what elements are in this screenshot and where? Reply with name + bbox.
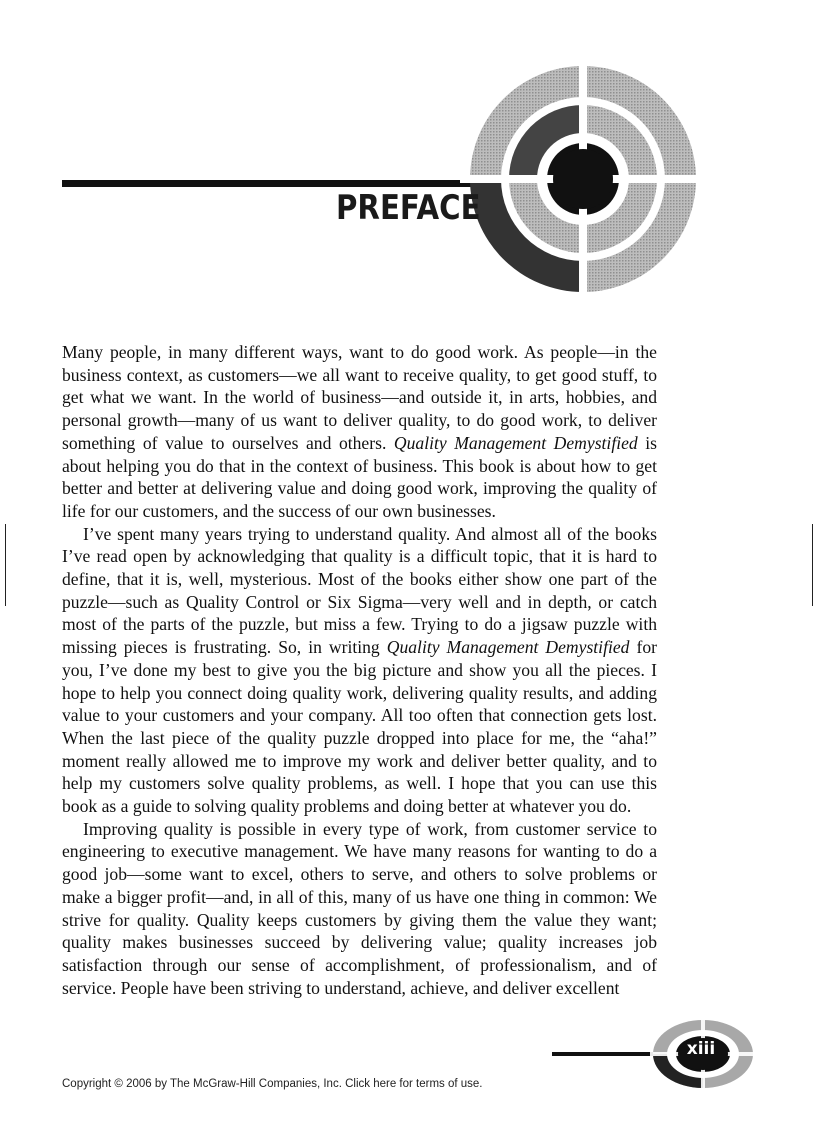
margin-mark-right <box>812 524 813 606</box>
paragraph: Many people, in many different ways, want to do good work. As people—in the business context, as customers—we all want to receive quality, to get good stuff, to get what we want. In the world of business—and outside it, in arts, hobbies, and personal growth—many of us want to deliver quality, to do good work, to deliver something of value to ourselves and others. Quality Management Demystified is about helping you do that in the context of business. This book is about how to get better and better at delivering value and doing good work, improving the quality of life for our customers, and the success of our own businesses. <box>62 342 657 521</box>
target-emblem-icon <box>460 56 706 302</box>
paragraph: I’ve spent many years trying to understand quality. And almost all of the books I’ve read open by acknowledging that quality is a difficult topic, that it is hard to define, that it is, well, mysterious. Most of the books either show one part of the puzzle—such as Quality Control or Six Sigma—very well and in depth, or catch most of the parts of the puzzle, but miss a few. Trying to do a jigsaw puzzle with missing pieces is frustrating. So, in writing Quality Management Demystified for you, I’ve done my best to give you the big picture and show you all the pieces. I hope to help you connect doing quality work, delivering quality results, and adding value to your customers and your company. All too often that connection gets lost. When the last piece of the quality puzzle dropped into place for me, the “aha!” moment really allowed me to improve my work and deliver better quality, and to help my customers solve quality problems, as well. I hope that you can use this book as a guide to solving quality problems and doing better at whatever you do. <box>62 523 657 817</box>
body-text <box>62 341 657 999</box>
page-number: xiii <box>686 1039 716 1059</box>
paragraph: Improving quality is possible in every type of work, from customer service to engineering to executive management. We have many reasons for wanting to do a good job—some want to excel, others to serve, and others to solve problems or make a bigger profit—and, in all of this, many of us have one thing in common: We strive for quality. Quality keeps customers by giving them the value they want; quality makes businesses succeed by delivering value; quality increases job satisfaction through our sense of accomplishment, of professionalism, and of service. People have been striving to understand, achieve, and deliver excellent <box>62 818 657 998</box>
page-title: PREFACE <box>336 188 481 228</box>
copyright-notice[interactable]: Copyright © 2006 by The McGraw-Hill Companies, Inc. Click here for terms of use. <box>62 1078 483 1090</box>
margin-mark-left <box>5 524 6 606</box>
